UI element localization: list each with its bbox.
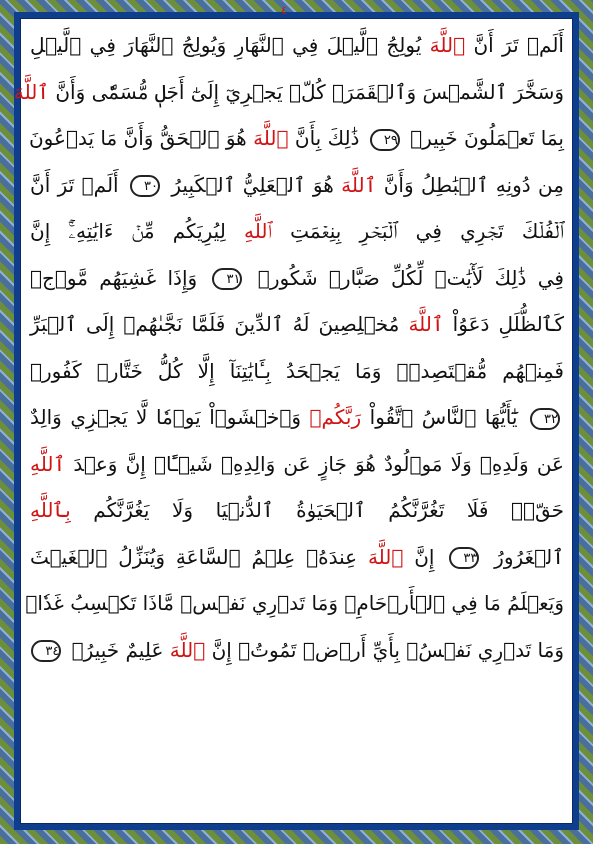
verse-text: عَن وَلَدِهِۦ وَلَا مَوۡلُودٌ هُوَ جَازٍ عَن وَالِدِهِۦ شَيۡـًٔاۚ إِنَّ وَعۡدَ xyxy=(65,451,564,476)
divine-name: ٱللَّهَ xyxy=(341,172,377,197)
verse-text: حَقّٞۖ فَلَا تَغُرَّنَّكُمُ ٱلۡحَيَوٰةُ ٱلدُّنۡيَا وَلَا يَغُرَّنَّكُم xyxy=(70,498,564,522)
verse-text: هُوَ ٱلۡعَلِيُّ ٱلۡكَبِيرُ xyxy=(164,172,342,197)
text-line xyxy=(30,301,564,348)
verse-text: عِندَهُۥ عِلۡمُ ٱلسَّاعَةِ وَيُنَزِّلُ ٱلۡغَيۡثَ xyxy=(30,544,368,569)
verse-text: أَلَمۡ تَرَ أَنَّ xyxy=(30,172,126,197)
verse-text: مِن دُونِهِ ٱلۡبَٰطِلُ وَأَنَّ xyxy=(376,172,564,197)
text-line xyxy=(30,487,564,534)
text-line xyxy=(30,394,564,441)
verse-text: فَمِنۡهُم مُّقۡتَصِدٞۚ وَمَا يَجۡحَدُ بِـَٔايَٰتِنَآ إِلَّا كُلُّ خَتَّارٖ كَفُورٖ xyxy=(30,358,564,383)
text-line xyxy=(30,441,564,488)
verse-text: يَٰٓأَيُّهَا ٱلنَّاسُ ٱتَّقُواْ xyxy=(361,405,526,429)
text-line xyxy=(30,348,564,395)
verse-number-marker: ٣٠ xyxy=(130,175,160,197)
divine-name: ٱللَّهَ xyxy=(253,126,289,150)
text-line xyxy=(30,255,564,302)
text-line xyxy=(30,627,564,674)
verse-text: وَإِذَا غَشِيَهُم مَّوۡجٞ xyxy=(30,265,209,290)
verse-text: وَٱخۡشَوۡاْ يَوۡمٗا لَّا يَجۡزِي وَالِدٌ xyxy=(30,405,310,429)
divine-name: بِٱللَّهِ xyxy=(30,498,71,522)
text-line xyxy=(30,534,564,581)
divine-name: ٱللَّهِ xyxy=(30,451,66,476)
divine-name: ٱللَّهَ xyxy=(169,637,206,662)
divine-name: ٱللَّهَ xyxy=(13,79,50,104)
verse-text: عَلِيمٌ خَبِيرُۢ xyxy=(65,637,170,662)
verse-text: ذَٰلِكَ بِأَنَّ xyxy=(288,126,366,150)
verse-text: لِيُرِيَكُم مِّنۡ ءَايَٰتِهِۦٓۚ إِنَّ xyxy=(30,219,244,243)
verse-text: وَيَعۡلَمُ مَا فِي ٱلۡأَرۡحَامِۖ وَمَا تَدۡرِي نَفۡسٞ مَّاذَا تَكۡسِبُ غَدٗاۖ xyxy=(25,591,564,615)
verse-text: أَلَمۡ تَرَ أَنَّ xyxy=(465,33,564,57)
verse-text: وَمَا تَدۡرِي نَفۡسُۢ بِأَيِّ أَرۡضٖ تَمُوتُۚ إِنَّ xyxy=(205,637,564,662)
text-line xyxy=(25,580,564,627)
divine-name: ٱللَّهَ xyxy=(429,33,466,57)
verse-text: يُولِجُ ٱلَّيۡلَ فِي ٱلنَّهَارِ وَيُولِجُ ٱلنَّهَارَ فِي ٱلَّيۡلِ xyxy=(30,33,430,57)
verse-text: وَسَخَّرَ ٱلشَّمۡسَ وَٱلۡقَمَرَۖ كُلّٞ يَجۡرِيٓ إِلَىٰٓ أَجَلٖ مُّسَمّٗى وَأَنَّ xyxy=(49,79,564,104)
divine-name: ٱللَّهَ xyxy=(408,312,444,336)
page-mark: ٤ xyxy=(281,4,287,17)
text-line xyxy=(30,208,564,255)
text-block xyxy=(13,22,564,673)
text-line xyxy=(30,115,564,162)
verse-text: كَٱلظُّلَلِ دَعَوُاْ xyxy=(443,312,564,336)
verse-text: فِي ذَٰلِكَ لَأٓيَٰتٖ لِّكُلِّ صَبَّارٖ شَكُورٖ xyxy=(246,265,564,290)
divine-name: ٱللَّهَ xyxy=(367,544,404,569)
text-line xyxy=(30,162,564,209)
text-line xyxy=(13,69,564,116)
verse-number-marker: ٢٩ xyxy=(370,129,400,151)
verse-text: ٱلۡغَرُورُ xyxy=(483,544,564,569)
divine-name: رَبَّكُمۡ xyxy=(309,405,362,429)
verse-text: هُوَ ٱلۡحَقُّ وَأَنَّ مَا يَدۡعُونَ xyxy=(28,126,254,150)
verse-text: إِنَّ xyxy=(403,544,446,569)
text-line xyxy=(30,22,564,69)
verse-number-marker: ٣١ xyxy=(212,268,242,290)
verse-number-marker: ٣٣ xyxy=(449,547,479,569)
verse-text: بِمَا تَعۡمَلُونَ خَبِيرٞ xyxy=(403,126,564,150)
verse-number-marker: ٣٤ xyxy=(31,640,61,662)
verse-number-marker: ٣٢ xyxy=(530,408,560,430)
verse-text: مُخۡلِصِينَ لَهُ ٱلدِّينَ فَلَمَّا نَجَّىٰهُمۡ إِلَى ٱلۡبَرِّ xyxy=(30,312,409,336)
divine-name: ٱللَّهِ xyxy=(243,219,272,243)
verse-text: ٱلۡفُلۡكَ تَجۡرِي فِي ٱلۡبَحۡرِ بِنِعۡمَتِ xyxy=(272,219,564,243)
